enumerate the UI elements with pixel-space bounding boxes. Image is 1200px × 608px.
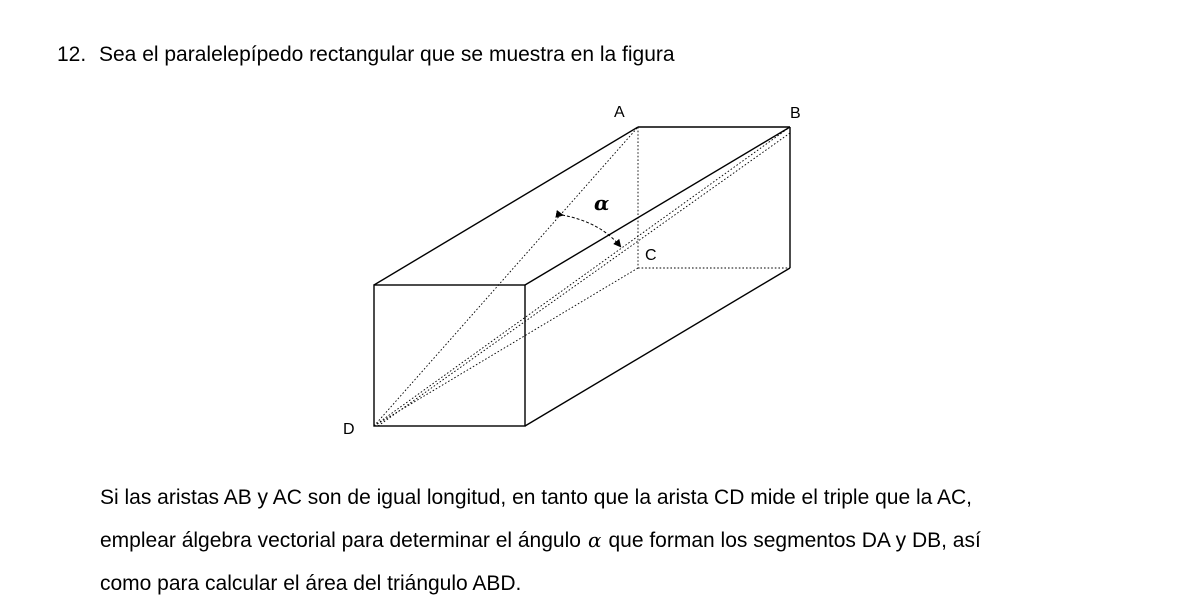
edge-bottom-right bbox=[525, 268, 790, 426]
statement-line-2-after: que forman los segmentos DA y DB, así bbox=[608, 529, 981, 552]
problem-title: Sea el paralelepípedo rectangular que se muestra en la figura bbox=[99, 43, 675, 66]
statement-line-3: como para calcular el área del triángulo ABD. bbox=[100, 572, 522, 595]
segment-db-parallel bbox=[378, 133, 790, 426]
front-face bbox=[374, 285, 525, 426]
angle-arc bbox=[562, 215, 620, 246]
edge-top-right bbox=[525, 127, 790, 285]
alpha-symbol: α bbox=[587, 528, 602, 552]
vertex-label-a: A bbox=[614, 104, 625, 121]
dotted-lines bbox=[374, 127, 790, 426]
segment-da bbox=[374, 127, 638, 426]
problem-number: 12. bbox=[57, 43, 87, 66]
vertex-label-b: B bbox=[790, 105, 801, 122]
vertex-label-c: C bbox=[645, 247, 657, 264]
statement-line-2-before: emplear álgebra vectorial para determinar el ángulo bbox=[100, 529, 581, 552]
segment-db bbox=[374, 127, 790, 426]
statement-line-1: Si las aristas AB y AC son de igual longitud, en tanto que la arista CD mide el triple que la AC, bbox=[100, 486, 972, 509]
problem-statement bbox=[100, 476, 1160, 605]
segment-dc bbox=[374, 268, 638, 426]
statement-line-2 bbox=[100, 519, 1160, 562]
angle-label-alpha: α bbox=[594, 191, 610, 215]
vertex-label-d: D bbox=[343, 421, 355, 438]
